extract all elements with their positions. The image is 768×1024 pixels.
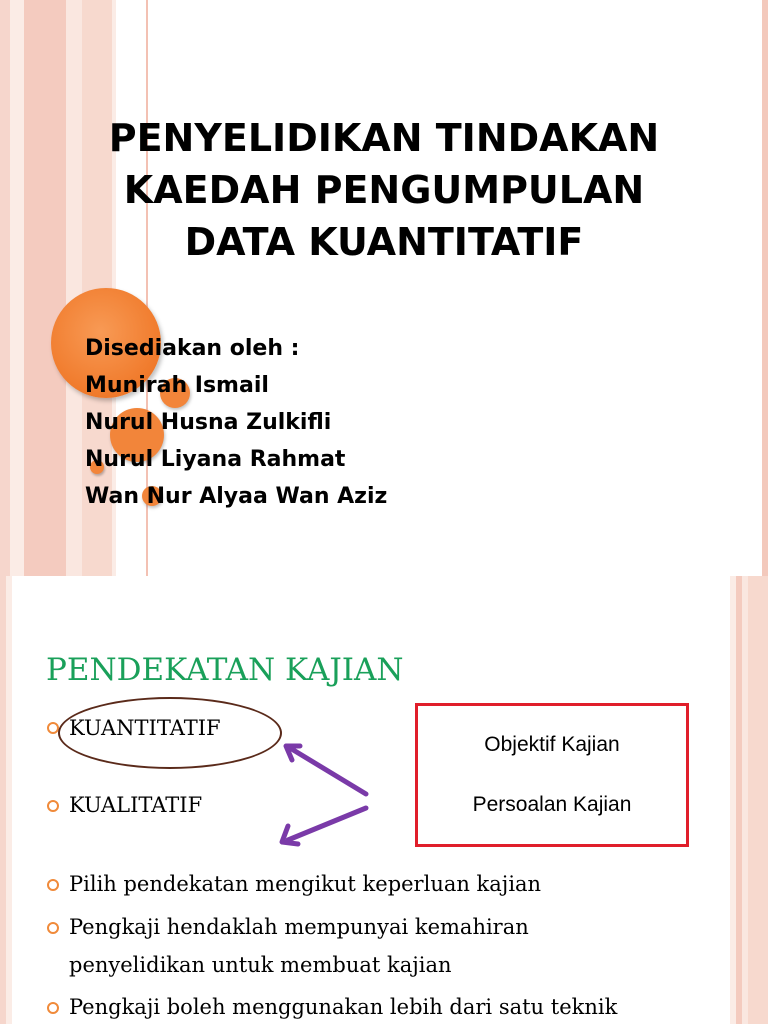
arrow-down-line: [288, 808, 366, 840]
decor-stripe: [10, 0, 24, 576]
bullet-icon: [47, 800, 59, 812]
objectives-box: [415, 703, 689, 847]
slide-title: PENDEKATAN KAJIAN: [46, 652, 404, 688]
bullet-text: Pengkaji boleh menggunakan lebih dari satu teknik: [69, 995, 618, 1019]
decor-stripe: [762, 0, 768, 576]
box-item: Objektif Kajian: [484, 733, 620, 756]
author-name: Nurul Liyana Rahmat: [85, 447, 346, 472]
bullet-text: Pilih pendekatan mengikut keperluan kajian: [69, 872, 542, 896]
approach-item: KUANTITATIF: [69, 716, 221, 740]
arrow-up-line: [290, 748, 366, 794]
decor-stripe: [6, 576, 12, 1024]
bullet-icon: [47, 879, 59, 891]
title-line: DATA KUANTITATIF: [184, 220, 584, 264]
bullet-text: Pengkaji hendaklah mempunyai kemahiran: [69, 915, 529, 939]
prepared-by-label: Disediakan oleh :: [85, 336, 300, 361]
bullet-icon: [47, 1002, 59, 1014]
title-line: PENYELIDIKAN TINDAKAN: [108, 116, 660, 160]
author-name: Nurul Husna Zulkifli: [85, 410, 332, 435]
content-slide: [0, 576, 768, 1024]
author-name: Munirah Ismail: [85, 373, 269, 398]
title-line: KAEDAH PENGUMPULAN: [123, 168, 645, 212]
approach-item: KUALITATIF: [69, 793, 203, 817]
authors-block: [85, 330, 387, 515]
decor-stripe: [66, 0, 82, 576]
decor-stripe: [24, 0, 66, 576]
bullet-text-continued: penyelidikan untuk membuat kajian: [69, 953, 452, 977]
arrow-icons: [270, 736, 370, 851]
decor-stripe: [748, 576, 768, 1024]
slide-title: [40, 112, 728, 268]
author-name: Wan Nur Alyaa Wan Aziz: [85, 484, 388, 509]
bullet-icon: [47, 922, 59, 934]
decor-stripe: [0, 0, 10, 576]
box-item: Persoalan Kajian: [472, 793, 632, 816]
